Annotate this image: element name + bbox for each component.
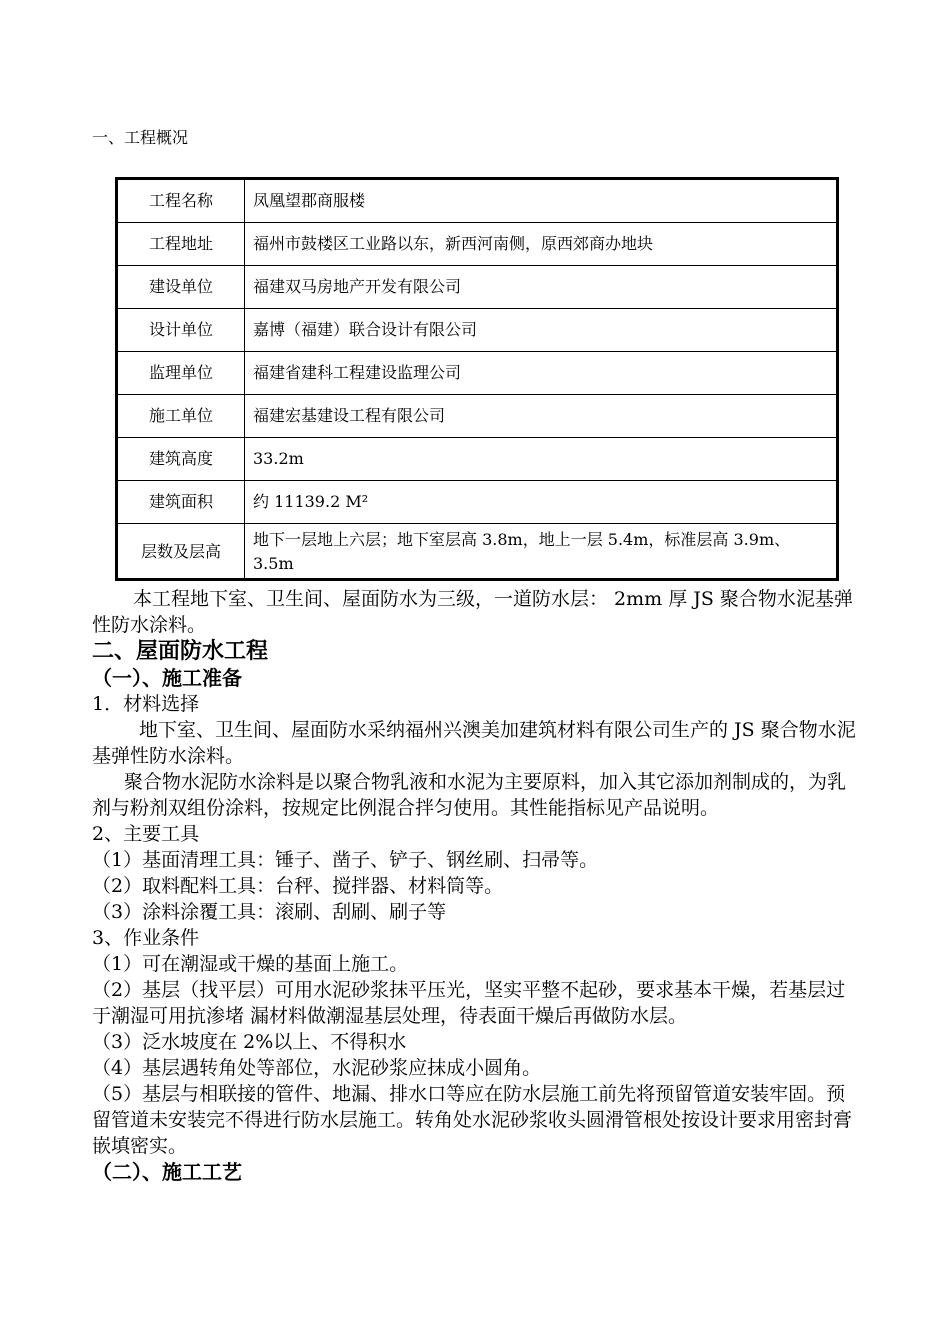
item-title: 2、主要工具 — [92, 823, 200, 845]
row-value: 嘉博（福建）联合设计有限公司 — [245, 309, 838, 352]
row-value: 福建双马房地产开发有限公司 — [245, 266, 838, 309]
row-label: 监理单位 — [117, 352, 245, 395]
row-value: 约 11139.2 M² — [245, 481, 838, 524]
list-item: （3）泛水坡度在 2%以上、不得积水 — [92, 1031, 407, 1053]
row-value: 福建省建科工程建设监理公司 — [245, 352, 838, 395]
row-label: 施工单位 — [117, 395, 245, 438]
item-title: 3、作业条件 — [92, 927, 200, 949]
row-label: 建筑面积 — [117, 481, 245, 524]
section1-title: 一、工程概况 — [92, 128, 189, 147]
table-row — [117, 223, 838, 266]
paragraph: 聚合物水泥防水涂料是以聚合物乳液和水泥为主要原料，加入其它添加剂制成的，为乳剂与粉剂双组份涂料，按规定比例混合拌匀使用。其性能指标见产品说明。 — [92, 771, 847, 819]
row-value: 凤凰望郡商服楼 — [245, 179, 838, 223]
row-label: 建设单位 — [117, 266, 245, 309]
project-info-table — [115, 177, 839, 581]
row-value: 33.2m — [245, 438, 838, 481]
row-label: 工程名称 — [117, 179, 245, 223]
list-item: （4）基层遇转角处等部位，水泥砂浆应抹成小圆角。 — [92, 1057, 542, 1079]
list-item: （5）基层与相联接的管件、地漏、排水口等应在防水层施工前先将预留管道安装牢固。预留管道未安装完不得进行防水层施工。转角处水泥砂浆收头圆滑管根处按设计要求用密封膏嵌填密实。 — [92, 1083, 853, 1157]
subsection-title: （二）、施工工艺 — [92, 1160, 242, 1184]
section2-title: 二、屋面防水工程 — [92, 639, 269, 664]
paragraph: 地下室、卫生间、屋面防水采纳福州兴澳美加建筑材料有限公司生产的 JS 聚合物水泥基弹性防水涂料。 — [92, 719, 856, 767]
item-title: 1．材料选择 — [92, 693, 200, 715]
list-item: （1）可在潮湿或干燥的基面上施工。 — [92, 953, 409, 975]
row-value: 福州市鼓楼区工业路以东，新西河南侧，原西郊商办地块 — [245, 223, 838, 266]
row-value: 福建宏基建设工程有限公司 — [245, 395, 838, 438]
table-row — [117, 395, 838, 438]
table-row — [117, 266, 838, 309]
list-item: （2）基层（找平层）可用水泥砂浆抹平压光，坚实平整不起砂，要求基本干燥，若基层过于潮湿可用抗渗堵 漏材料做潮湿基层处理，待表面干燥后再做防水层。 — [92, 979, 846, 1027]
row-label: 设计单位 — [117, 309, 245, 352]
row-label: 层数及层高 — [117, 524, 245, 580]
row-label: 工程地址 — [117, 223, 245, 266]
intro-paragraph: 本工程地下室、卫生间、屋面防水为三级，一道防水层： 2mm 厚 JS 聚合物水泥基弹性防水涂料。 — [92, 588, 853, 636]
table-row — [117, 352, 838, 395]
row-label: 建筑高度 — [117, 438, 245, 481]
table-row — [117, 524, 838, 580]
list-item: （3）涂料涂覆工具：滚刷、刮刷、刷子等 — [92, 901, 447, 923]
row-value: 地下一层地上六层；地下室层高 3.8m，地上一层 5.4m，标准层高 3.9m、3.5m — [245, 524, 838, 580]
subsection-title: （一）、施工准备 — [92, 666, 242, 690]
table-row — [117, 438, 838, 481]
table-row — [117, 481, 838, 524]
document-body — [92, 586, 862, 1185]
list-item: （1）基面清理工具：锤子、凿子、铲子、钢丝刷、扫帚等。 — [92, 849, 599, 871]
table-row — [117, 179, 838, 223]
list-item: （2）取料配料工具：台秤、搅拌器、材料筒等。 — [92, 875, 504, 897]
table-row — [117, 309, 838, 352]
